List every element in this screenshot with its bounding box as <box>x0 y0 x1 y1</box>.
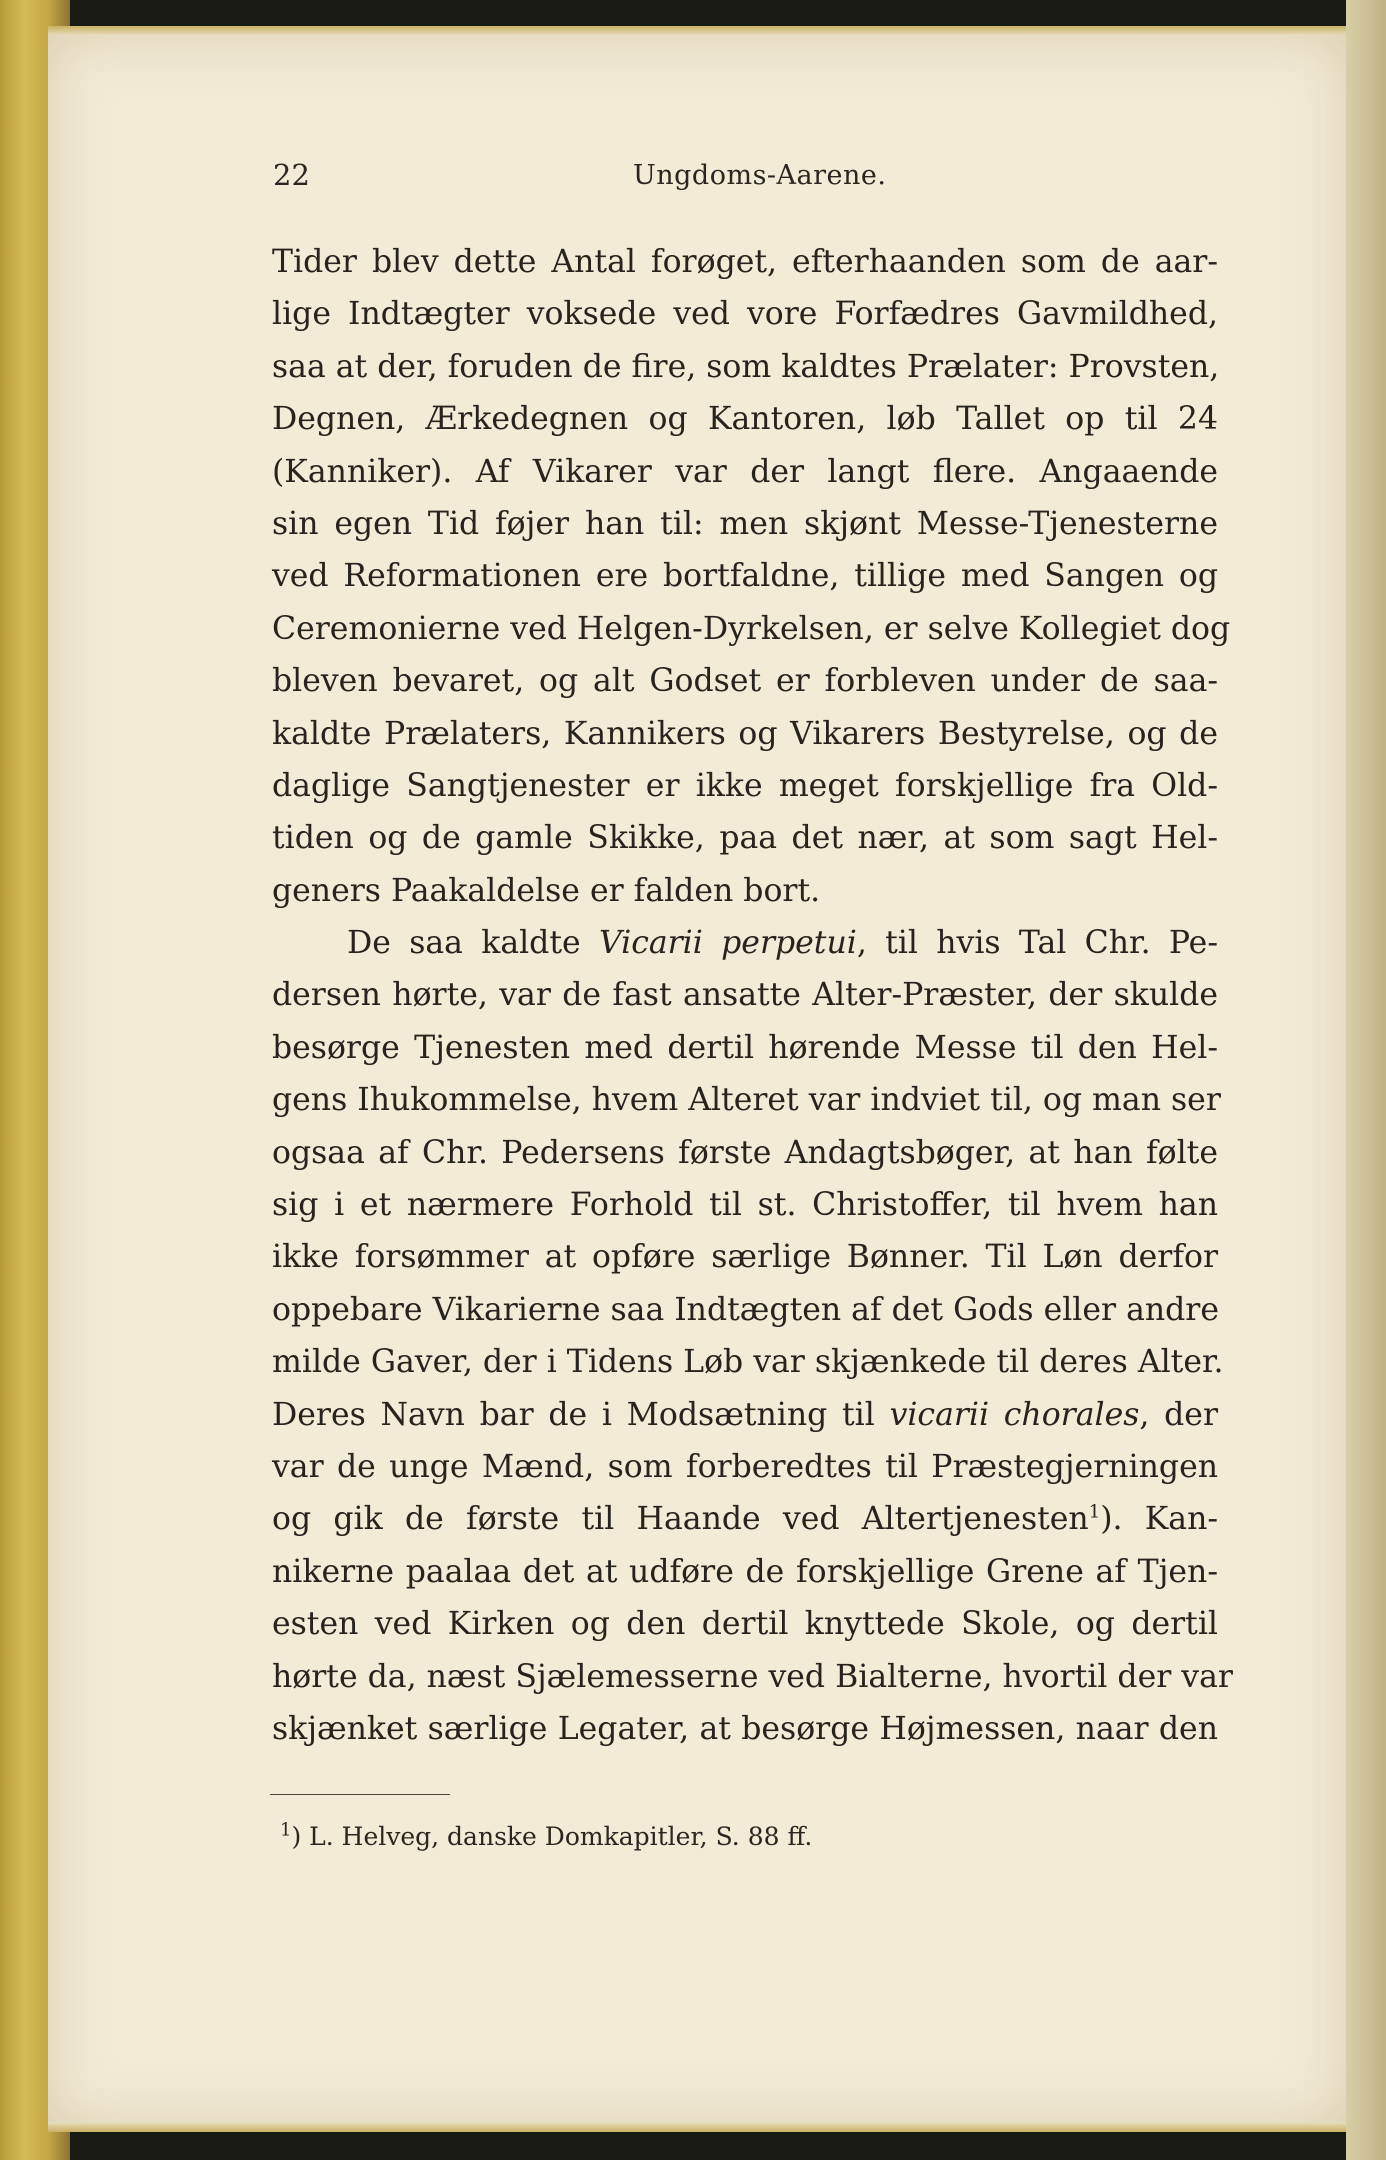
text-line: skjænket særlige Legater, at besørge Højmessen, naar den <box>272 1710 1218 1747</box>
italic-term: Vicarii perpetui <box>598 925 857 962</box>
text-line: milde Gaver, der i Tidens Løb var skjænkede til deres Alter. <box>272 1344 1224 1381</box>
text-line: dersen hørte, var de fast ansatte Alter-Præster, der skulde <box>272 977 1218 1014</box>
body-text <box>272 236 1233 1755</box>
text-line: besørge Tjenesten med dertil hørende Messe til den Hel- <box>272 1029 1218 1066</box>
text-span: ). Kan- <box>1100 1501 1218 1538</box>
text-line: Ceremonierne ved Helgen-Dyrkelsen, er selve Kollegiet dog <box>272 610 1231 647</box>
text-line: var de unge Mænd, som forberedtes til Præstegjerningen <box>272 1448 1218 1485</box>
running-title: Ungdoms-Aarene. <box>633 160 887 191</box>
text-line: lige Indtægter voksede ved vore Forfædres Gavmildhed, <box>272 296 1218 333</box>
text-line: (Kanniker). Af Vikarer var der langt flere. Angaaende <box>272 453 1218 490</box>
text-line: esten ved Kirken og den dertil knyttede Skole, og dertil <box>272 1606 1218 1643</box>
text-line: nikerne paalaa det at udføre de forskjellige Grene af Tjen- <box>272 1553 1218 1590</box>
italic-term: vicarii chorales <box>889 1396 1140 1433</box>
text-line: ved Reformationen ere bortfaldne, tillige med Sangen og <box>272 558 1218 595</box>
text-line: geners Paakaldelse er falden bort. <box>272 872 821 909</box>
text-line: daglige Sangtjenester er ikke meget forskjellige fra Old- <box>272 767 1218 804</box>
text-span: og gik de første til Haande ved Altertjenesten <box>272 1501 1089 1538</box>
text-line: gens Ihukommelse, hvem Alteret var indviet til, og man ser <box>272 1082 1221 1119</box>
text-span: De saa kaldte <box>347 925 599 962</box>
text-line: saa at der, foruden de fire, som kaldtes Prælater: Provsten, <box>272 348 1220 385</box>
text-span: , der <box>1139 1396 1219 1433</box>
footnote <box>280 1819 813 1851</box>
text-line: sin egen Tid føjer han til: men skjønt Messe-Tjenesterne <box>272 505 1218 542</box>
text-line: tiden og de gamle Skikke, paa det nær, at som sagt Hel- <box>272 820 1218 857</box>
text-line: ikke forsømmer at opføre særlige Bønner. Til Løn derfor <box>272 1239 1218 1276</box>
page-edge-bottom <box>48 2122 1346 2132</box>
text-line <box>272 1389 1218 1441</box>
page-number: 22 <box>273 158 310 192</box>
text-line-paragraph-start <box>272 917 1218 969</box>
text-line: Tider blev dette Antal forøget, efterhaanden som de aar- <box>272 244 1218 280</box>
right-page-edge <box>1346 0 1386 2160</box>
page-header <box>273 158 1213 198</box>
text-line: hørte da, næst Sjælemesserne ved Bialterne, hvortil der var <box>272 1658 1233 1695</box>
text-span: Deres Navn bar de i Modsætning til <box>272 1396 890 1433</box>
text-line: kaldte Prælaters, Kannikers og Vikarers Bestyrelse, og de <box>272 715 1218 752</box>
footnote-text: ) L. Helveg, danske Domkapitler, S. 88 ff. <box>291 1822 813 1851</box>
text-line: Degnen, Ærkedegnen og Kantoren, løb Tallet op til 24 <box>272 401 1218 438</box>
footnote-marker: 1 <box>280 1819 292 1841</box>
text-line: ogsaa af Chr. Pedersens første Andagtsbøger, at han følte <box>272 1134 1218 1171</box>
text-line <box>272 1493 1218 1545</box>
text-line: bleven bevaret, og alt Godset er forbleven under de saa- <box>272 663 1218 700</box>
text-line: sig i et nærmere Forhold til st. Christoffer, til hvem han <box>272 1187 1218 1224</box>
footnote-divider <box>270 1794 450 1795</box>
text-line: oppebare Vikarierne saa Indtægten af det Gods eller andre <box>272 1291 1219 1328</box>
text-span: , til hvis Tal Chr. Pe- <box>856 925 1218 962</box>
footnote-marker: 1 <box>1088 1501 1101 1523</box>
